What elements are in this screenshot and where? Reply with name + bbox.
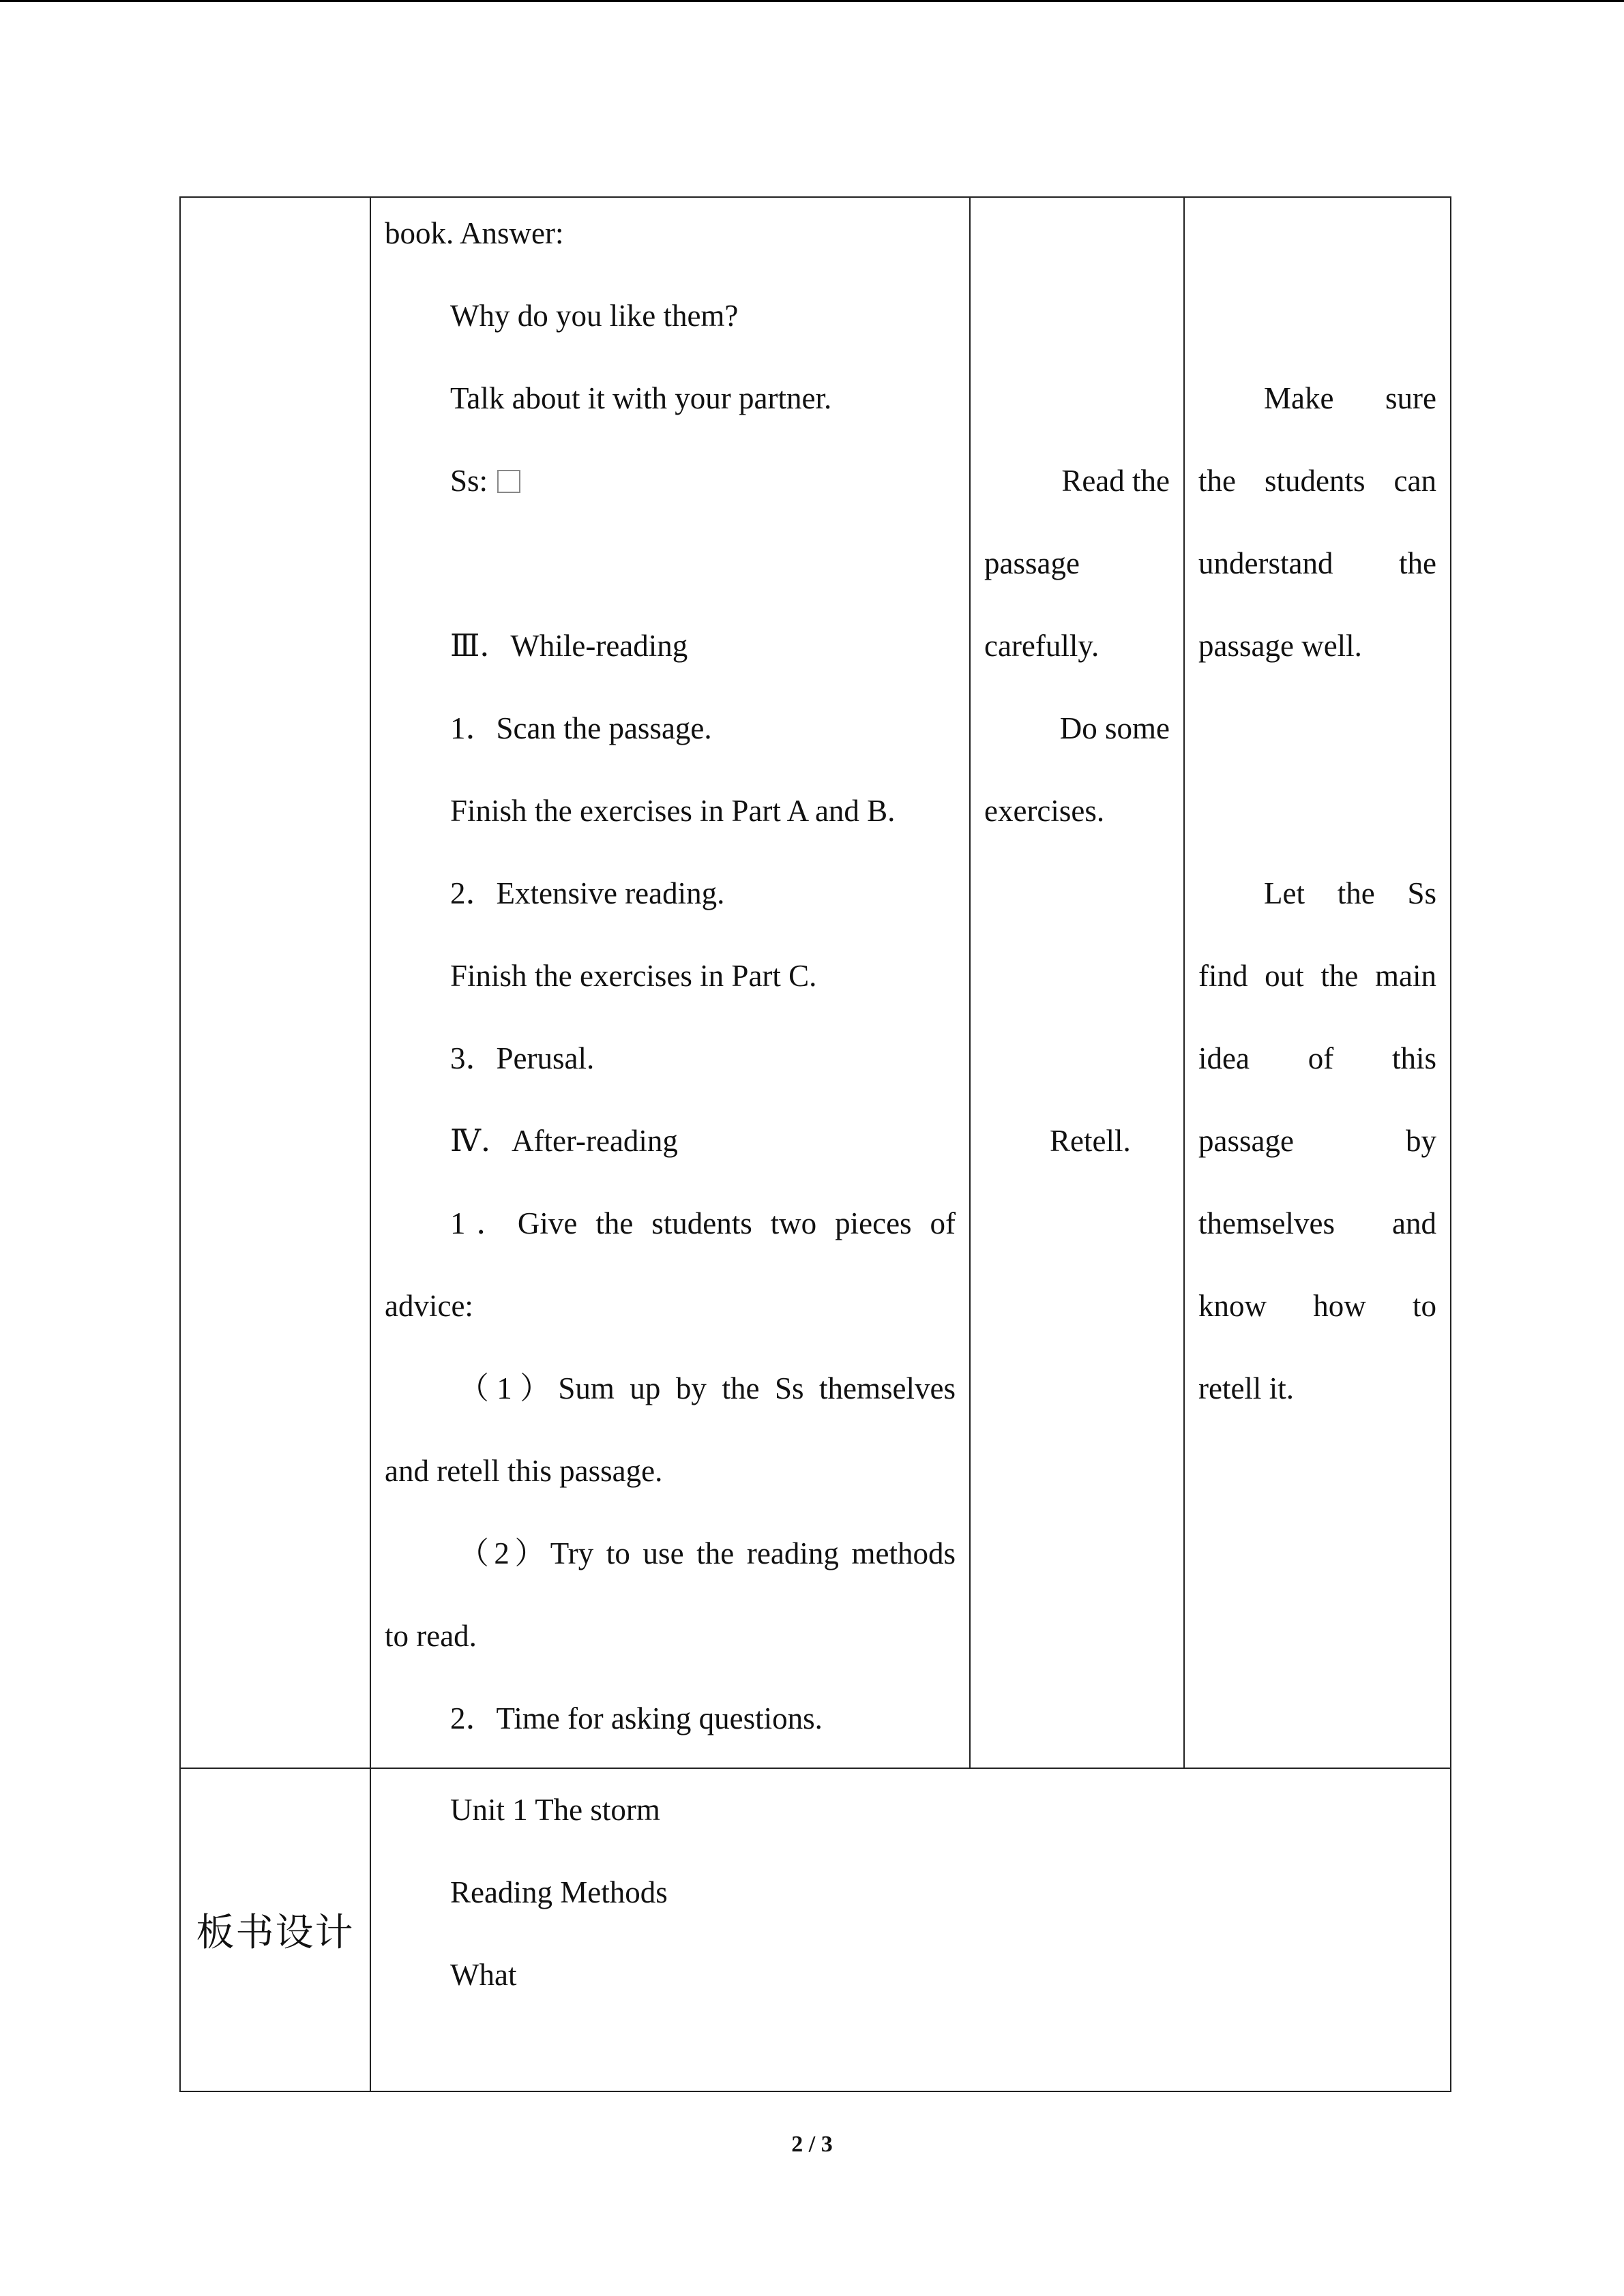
- blank-line: [984, 275, 1170, 357]
- checkbox-icon: [497, 470, 520, 493]
- text-line: know how to: [1198, 1289, 1436, 1323]
- text-line: idea of this: [1198, 1041, 1436, 1075]
- board-design-row: [180, 1768, 1451, 2091]
- blank-line: [984, 1017, 1170, 1100]
- text-line: Finish the exercises in Part C.: [450, 959, 817, 993]
- text-line: understand the: [1198, 546, 1436, 580]
- blank-line: [385, 522, 956, 605]
- text-line: carefully.: [984, 629, 1099, 663]
- text-line: advice:: [385, 1289, 473, 1323]
- text-line: find out the main: [1198, 959, 1436, 993]
- text-line: passage well.: [1198, 629, 1362, 663]
- blank-line: [1198, 770, 1436, 852]
- teaching-steps-row: [180, 197, 1451, 1768]
- blank-line: [984, 357, 1170, 440]
- text-line: 1．Give the students two pieces of: [450, 1206, 956, 1240]
- blank-line: [984, 852, 1170, 935]
- board-design-label-cell: [180, 1768, 370, 2091]
- text-line: Finish the exercises in Part A and B.: [450, 794, 896, 828]
- text-line: exercises.: [984, 794, 1105, 828]
- text-line: Unit 1 The storm: [450, 1793, 660, 1827]
- text-line: Talk about it with your partner.: [450, 381, 832, 415]
- teacher-activities-cell: [370, 197, 970, 1768]
- text-line: 1．Scan the passage.: [450, 711, 712, 745]
- top-border-line: [0, 0, 1624, 2]
- page-number: 2 / 3: [791, 2132, 833, 2157]
- empty-label-cell: [180, 197, 370, 1768]
- section-heading: Ⅲ．While-reading: [450, 629, 688, 663]
- text-line: the students can: [1198, 464, 1436, 498]
- text-line: （1）Sum up by the Ss themselves: [458, 1371, 956, 1405]
- text-line: （2）Try to use the reading methods: [458, 1536, 956, 1570]
- text-line: Reading Methods: [450, 1875, 668, 1909]
- text-line: 2．Extensive reading.: [450, 876, 725, 910]
- text-line: to read.: [385, 1619, 477, 1653]
- section-heading: Ⅳ．After-reading: [450, 1124, 678, 1158]
- text-line: Do some: [1059, 711, 1170, 745]
- text-line: book. Answer:: [385, 216, 564, 250]
- text-line: Make sure: [1264, 381, 1436, 415]
- board-design-content-cell: [370, 1768, 1451, 2091]
- text-line: and retell this passage.: [385, 1454, 663, 1488]
- blank-line: [1198, 275, 1436, 357]
- text-line: themselves and: [1198, 1206, 1436, 1240]
- board-design-label: 板书设计: [196, 1911, 355, 1955]
- ss-line: [385, 440, 956, 522]
- lesson-plan-table: [179, 196, 1451, 2092]
- text-line: Retell.: [1050, 1124, 1131, 1158]
- blank-line: [984, 192, 1170, 275]
- text-line: passage by: [1198, 1124, 1436, 1158]
- text-line: 3．Perusal.: [450, 1041, 595, 1075]
- text-line: 2．Time for asking questions.: [450, 1701, 823, 1735]
- blank-line: [1198, 687, 1436, 770]
- text-line: Why do you like them?: [450, 299, 739, 333]
- blank-line: [1198, 192, 1436, 275]
- text-line: Read the: [1061, 464, 1170, 498]
- text-line: retell it.: [1198, 1371, 1294, 1405]
- blank-line: [984, 935, 1170, 1017]
- text-line: passage: [984, 546, 1080, 580]
- text-line: What: [450, 1958, 517, 1992]
- purpose-cell: [1184, 197, 1451, 1768]
- text-line: Ss:: [450, 464, 488, 498]
- text-line: Let the Ss: [1264, 876, 1436, 910]
- student-activities-cell: [970, 197, 1184, 1768]
